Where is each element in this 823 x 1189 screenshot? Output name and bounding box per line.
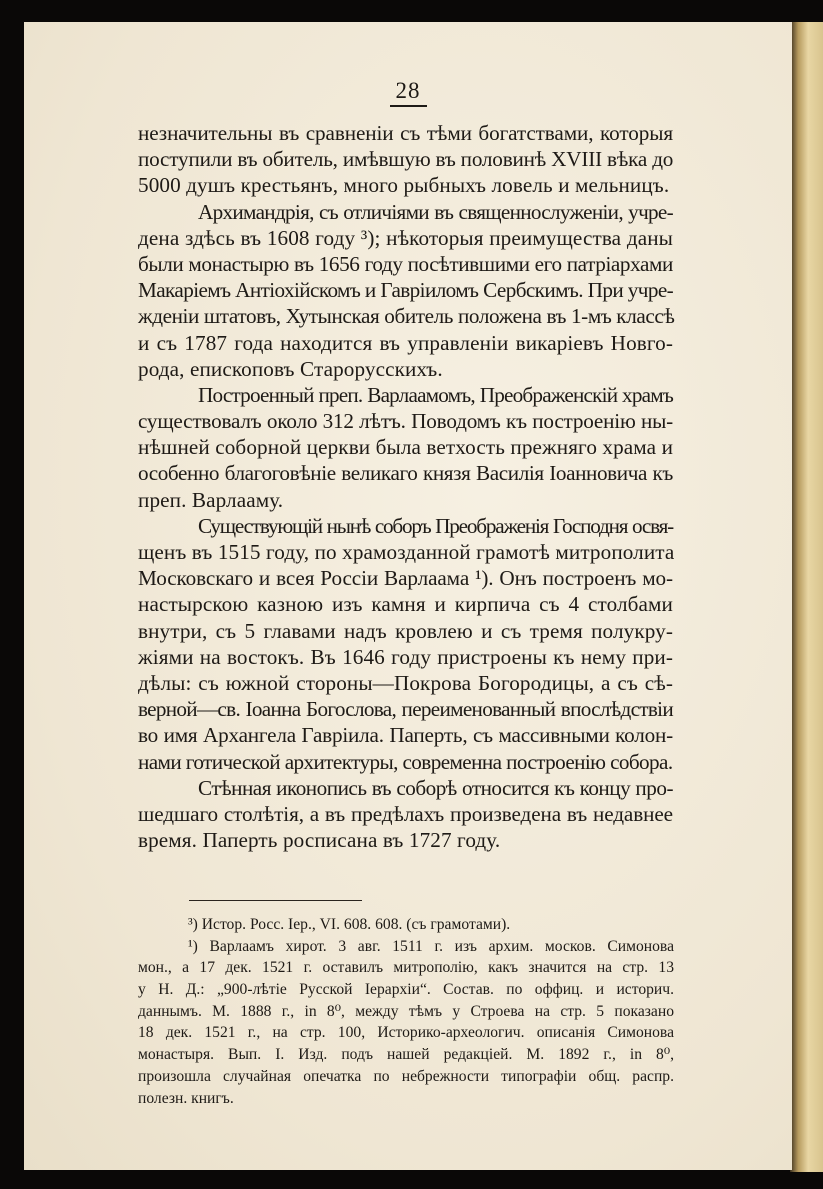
adjacent-page-edge [790,22,823,1172]
text-line: Архимандрія, съ отличіями въ священнослуженіи, учре- [198,199,673,224]
text-line: нѣшней соборной церкви была ветхость прежняго храма и [138,435,674,460]
text-line: нами готической архитектуры, современна построенію собора. [138,749,673,774]
page-number: 28 [24,78,792,104]
footnote-line: ³) Истор. Росс. Іер., VI. 608. 608. (съ грамотами). [188,916,511,933]
text-line: дена здѣсь въ 1608 году ³); нѣкоторыя преимущества даны [138,225,673,250]
text-line: и съ 1787 года находится въ управленіи викаріевъ Новго- [138,330,673,355]
text-line: Макаріемъ Антіохійскомъ и Гавріиломъ Сербскимъ. При учре- [138,278,674,303]
text-line: особенно благоговѣніе великаго князя Василія Іоанновича къ [138,461,673,486]
text-line: дѣлы: съ южной стороны—Покрова Богородицы, а съ сѣ- [138,670,673,695]
text-line: были монастырю въ 1656 году посѣтившими его патріархами [138,251,673,276]
text-line: Стѣнная иконопись въ соборѣ относится къ концу про- [198,775,673,800]
text-line: поступили въ обитель, имѣвшую въ половинѣ XVIII вѣка до [138,147,674,172]
footnotes [138,914,674,1109]
main-text [138,120,673,853]
footnote-line: даннымъ. М. 1888 г., in 8⁰, между тѣмъ у Строева на стр. 5 показано [138,1002,674,1020]
text-line: время. Паперть росписана въ 1727 году. [138,828,501,853]
text-line: шедшаго столѣтія, а въ предѣлахъ произведена въ недавнее [138,801,673,826]
text-line: жденіи штатовъ, Хутынская обитель положена въ 1-мъ классѣ [138,304,675,329]
text-line: во имя Архангела Гавріила. Паперть, съ массивными колон- [138,723,673,748]
text-line: жіями на востокъ. Въ 1646 году пристроены къ нему при- [138,644,673,669]
text-line: верной—св. Іоанна Богослова, переименованный впослѣдствіи [138,697,673,722]
text-line: Построенный преп. Варлаамомъ, Преображенскій храмъ [198,382,673,407]
text-line: рода, епископовъ Старорусскихъ. [138,356,443,381]
text-line: Московскаго и всея Россіи Варлаама ¹). Онъ построенъ мо- [138,566,673,591]
text-line: настырскою казною изъ камня и кирпича съ 4 столбами [138,592,673,617]
footnote-line: монастыря. Вып. I. Изд. подъ нашей редакціей. М. 1892 г., in 8⁰, [138,1046,674,1064]
footnote-line: 18 дек. 1521 г., на стр. 100, Историко-археологич. описанія Симонова [138,1024,674,1042]
footnote-line: ¹) Варлаамъ хирот. 3 авг. 1511 г. изъ архим. москов. Симонова [188,937,674,955]
text-line: преп. Варлааму. [138,487,284,512]
book-page [24,22,792,1170]
text-line: незначительны въ сравненіи съ тѣми богатствами, которыя [138,121,673,145]
footnote-line: у Н. Д.: „900-лѣтіе Русской Іерархіи“. Состав. по оффиц. и историч. [138,981,674,999]
footnote-line: мон., а 17 дек. 1521 г. оставилъ митрополію, какъ значится на стр. 13 [138,959,674,977]
text-line: Существующій нынѣ соборъ Преображенія Господня освя- [198,513,673,538]
footnote-line: полезн. книгъ. [138,1089,234,1107]
text-line: существовалъ около 312 лѣтъ. Поводомъ къ построенію ны- [138,409,673,434]
text-line: 5000 душъ крестьянъ, много рыбныхъ ловель и мельницъ. [138,173,670,198]
footnote-line: произошла случайная опечатка по небрежности типографіи общ. распр. [138,1067,674,1085]
text-line: внутри, съ 5 главами надъ кровлею и съ тремя полукру- [138,618,673,643]
footnote-separator [189,900,362,901]
text-line: щенъ въ 1515 году, по храмозданной грамотѣ митрополита [138,540,675,564]
